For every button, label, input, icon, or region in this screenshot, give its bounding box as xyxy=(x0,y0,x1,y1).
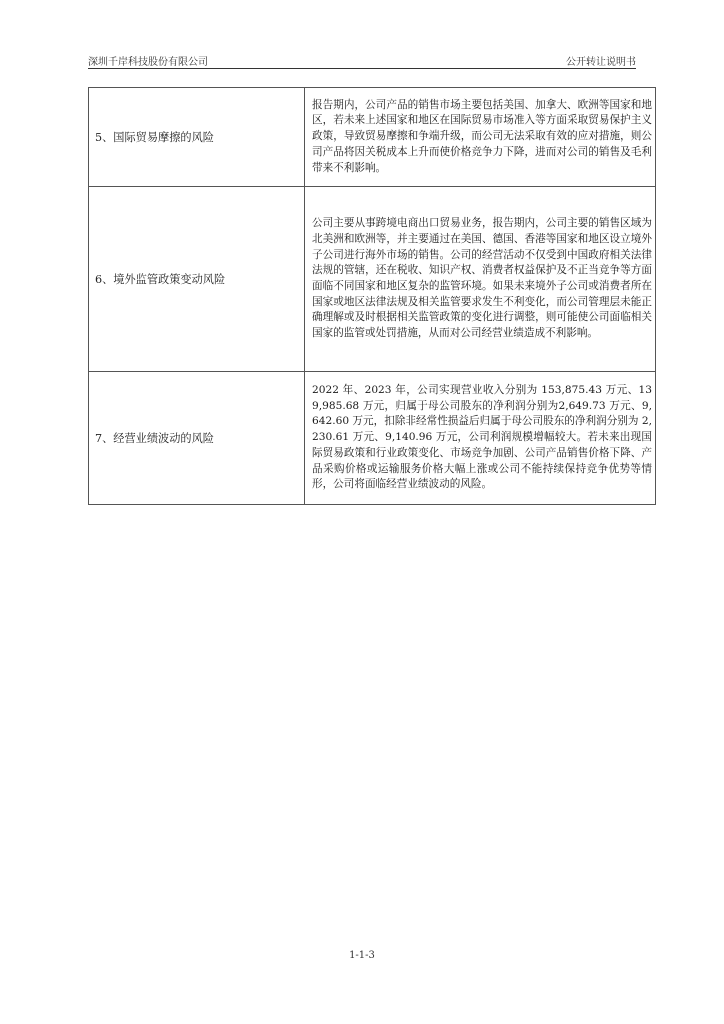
table-row xyxy=(89,372,656,505)
risk-name-cell: 5、国际贸易摩擦的风险 xyxy=(89,88,305,187)
company-name: 深圳千岸科技股份有限公司 xyxy=(88,57,208,68)
risk-description-cell: 公司主要从事跨境电商出口贸易业务，报告期内，公司主要的销售区域为北美洲和欧洲等，并主要通过在美国、德国、香港等国家和地区设立境外子公司进行海外市场的销售。公司的经营活动不仅受到中国政府相关法律法规的管辖，还在税收、知识产权、消费者权益保护及不正当竞争等方面面临不同国家和地区复杂的监管环境。如果未来境外子公司或消费者所在国家或地区法律法规及相关监管要求发生不利变化，而公司管理层未能正确理解或及时根据相关监管政策的变化进行调整，则可能使公司面临相关国家的监管或处罚措施，从而对公司经营业绩造成不利影响。 xyxy=(305,187,656,372)
document-title: 公开转让说明书 xyxy=(566,57,636,68)
table-row xyxy=(89,88,656,187)
risk-name-cell: 7、经营业绩波动的风险 xyxy=(89,372,305,505)
risk-description-cell: 2022 年、2023 年，公司实现营业收入分别为 153,875.43 万元、139,985.68 万元，归属于母公司股东的净利润分别为2,649.73 万元、9,642.60 万元，扣除非经常性损益后归属于母公司股东的净利润分别为 2,230.61 万元、9,140.96 万元，公司利润规模增幅较大。若未来出现国际贸易政策和行业政策变化、市场竞争加剧、公司产品销售价格下降、产品采购价格或运输服务价格大幅上涨或公司不能持续保持竞争优势等情形，公司将面临经营业绩波动的风险。 xyxy=(305,372,656,505)
table-row xyxy=(89,187,656,372)
page-header xyxy=(88,50,636,69)
risk-description-cell: 报告期内，公司产品的销售市场主要包括美国、加拿大、欧洲等国家和地区，若未来上述国家和地区在国际贸易市场准入等方面采取贸易保护主义政策，导致贸易摩擦和争端升级，而公司无法采取有效的应对措施，则公司产品将因关税成本上升而使价格竞争力下降，进而对公司的销售及毛利带来不利影响。 xyxy=(305,88,656,187)
page-number: 1-1-3 xyxy=(349,950,375,961)
risk-table xyxy=(88,87,656,505)
risk-name-cell: 6、境外监管政策变动风险 xyxy=(89,187,305,372)
